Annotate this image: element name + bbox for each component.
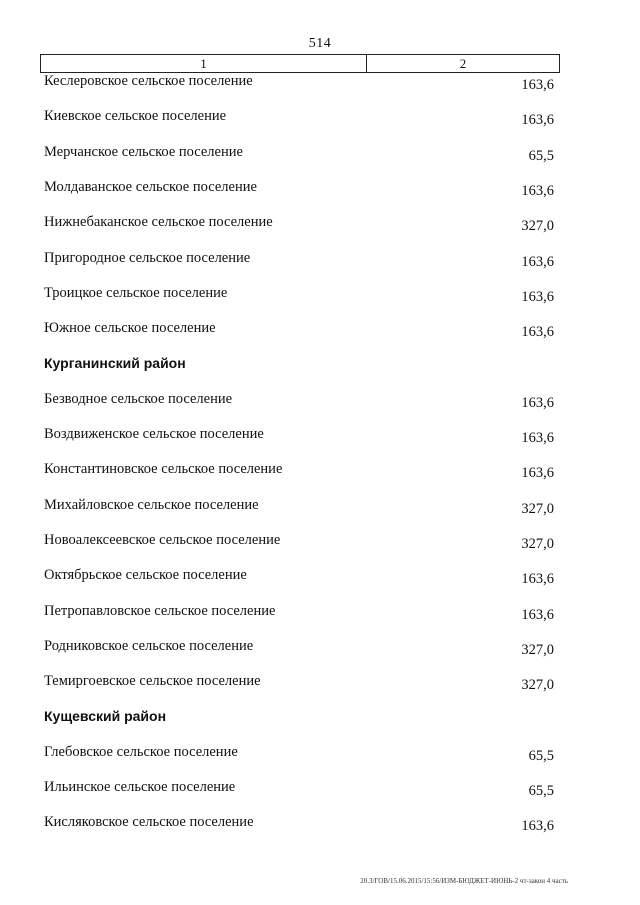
table-header-col2: 2 — [459, 56, 467, 71]
table-row — [44, 497, 554, 521]
table-row — [44, 673, 554, 697]
district-name: Кущевский район — [44, 708, 167, 725]
settlement-name: Ильинское сельское поселение — [44, 779, 236, 795]
table-row — [44, 779, 554, 803]
settlement-name: Мерчанское сельское поселение — [44, 143, 243, 160]
settlement-name: Нижнебаканское сельское поселение — [44, 214, 273, 231]
amount-value: 163,6 — [521, 394, 554, 411]
table-row — [44, 567, 554, 591]
settlement-name: Кисляковское сельское поселение — [44, 814, 254, 831]
amount-value: 327,0 — [521, 218, 554, 235]
settlement-name: Молдаванское сельское поселение — [44, 178, 257, 195]
amount-value: 65,5 — [528, 747, 554, 764]
table-row — [44, 638, 554, 662]
table-row — [44, 603, 554, 627]
table-row — [44, 179, 554, 203]
settlement-name: Родниковское сельское поселение — [44, 637, 254, 654]
table-row — [44, 532, 554, 556]
amount-value: 65,5 — [528, 147, 554, 164]
table-row — [44, 250, 554, 274]
settlement-name: Новоалексеевское сельское поселение — [44, 531, 281, 548]
table-row — [44, 744, 554, 768]
table-row — [44, 285, 554, 309]
amount-value: 327,0 — [521, 677, 554, 694]
amount-value: 163,6 — [521, 606, 554, 623]
amount-value: 327,0 — [521, 641, 554, 658]
table-row — [44, 108, 554, 132]
amount-value: 163,6 — [521, 288, 554, 305]
settlement-name: Глебовское сельское поселение — [44, 743, 238, 760]
footer-document-id: 20.3/ГОВ/15.06.2015/15:56/ИЗМ-БЮДЖЕТ-ИЮНЬ-2 чт-закон 4 часть — [360, 877, 568, 885]
table-row — [44, 461, 554, 485]
amount-value: 163,6 — [521, 324, 554, 341]
settlement-name: Октябрьское сельское поселение — [44, 567, 247, 584]
table-row — [44, 320, 554, 344]
amount-value: 163,6 — [521, 430, 554, 446]
settlement-name: Михайловское сельское поселение — [44, 496, 259, 513]
amount-value: 327,0 — [521, 500, 554, 517]
settlement-name: Киевское сельское поселение — [44, 108, 227, 125]
table-row — [44, 426, 554, 450]
settlement-name: Константиновское сельское поселение — [44, 461, 283, 478]
settlement-name: Троицкое сельское поселение — [44, 284, 228, 301]
amount-value: 327,0 — [521, 535, 554, 552]
table-row — [44, 391, 554, 415]
page-number: 514 — [308, 36, 332, 51]
table-row — [44, 214, 554, 238]
settlement-name: Воздвиженское сельское поселение — [44, 426, 264, 442]
settlement-name: Южное сельское поселение — [44, 320, 216, 337]
district-name: Курганинский район — [44, 355, 186, 372]
settlement-name: Безводное сельское поселение — [44, 390, 233, 407]
table-row — [44, 814, 554, 838]
amount-value: 163,6 — [521, 182, 554, 199]
settlement-name: Пригородное сельское поселение — [44, 249, 251, 266]
settlement-name: Кеслеровское сельское поселение — [44, 73, 253, 89]
district-heading — [44, 708, 554, 732]
amount-value: 163,6 — [521, 112, 554, 129]
district-heading — [44, 355, 554, 379]
amount-value: 163,6 — [521, 818, 554, 835]
amount-value: 163,6 — [521, 571, 554, 588]
amount-value: 163,6 — [521, 253, 554, 270]
amount-value: 163,6 — [521, 77, 554, 93]
table-header-col1: 1 — [41, 55, 367, 72]
amount-value: 163,6 — [521, 465, 554, 482]
table-row — [44, 144, 554, 168]
settlement-name: Петропавловское сельское поселение — [44, 602, 276, 619]
settlement-name: Темиргоевское сельское поселение — [44, 673, 261, 690]
table-row — [44, 73, 554, 97]
amount-value: 65,5 — [528, 783, 554, 799]
